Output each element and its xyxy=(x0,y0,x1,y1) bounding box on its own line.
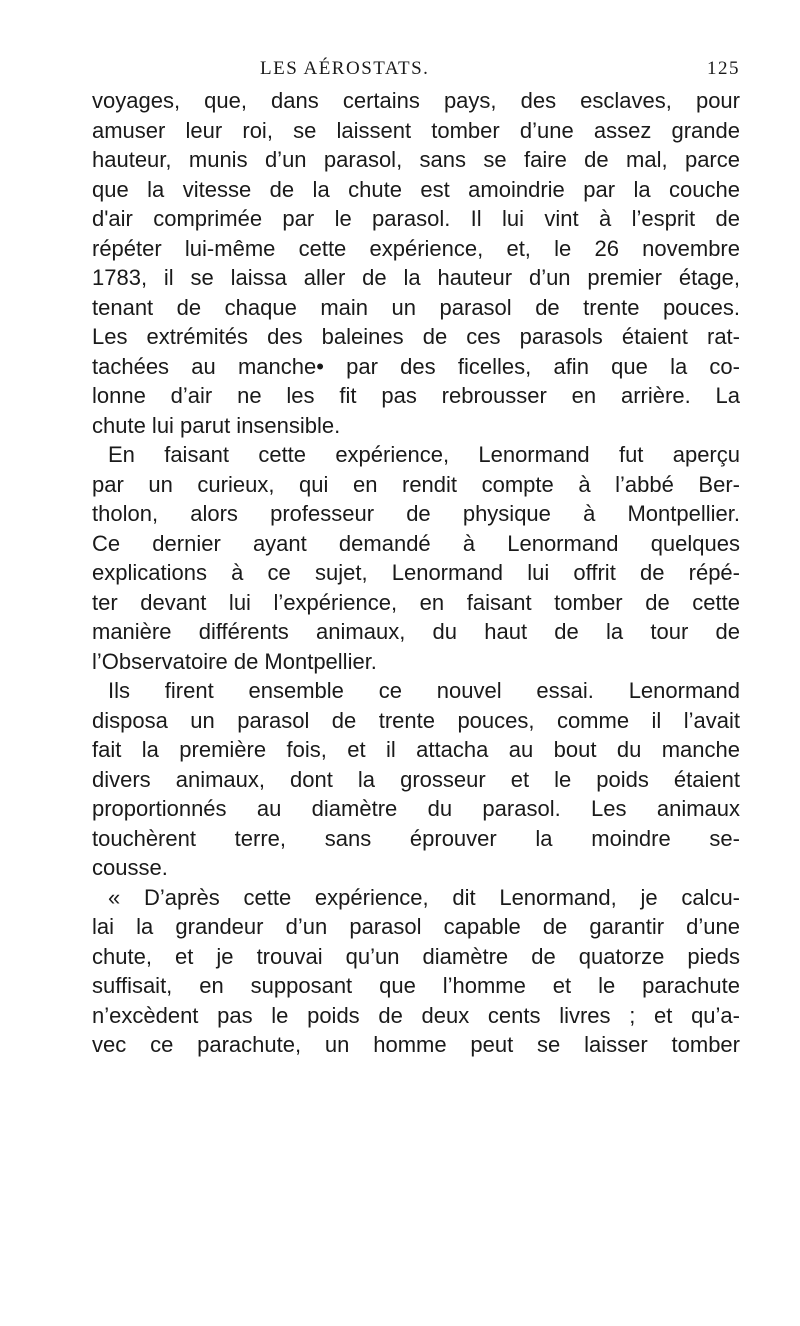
text-line: En faisant cette expérience, Lenormand fut aperçu xyxy=(108,442,740,467)
running-title: LES AÉROSTATS. xyxy=(260,58,430,79)
page-number: 125 xyxy=(707,58,740,79)
text-line: chute, et je trouvai qu’un diamètre de quatorze pieds xyxy=(92,943,740,969)
text-line: d'air comprimée par le parasol. Il lui vint à l’esprit de xyxy=(92,206,740,231)
text-line: tholon, alors professeur de physique à Montpellier. xyxy=(92,501,740,526)
text-line: Ils firent ensemble ce nouvel essai. Lenormand xyxy=(108,678,740,703)
text-line: « D’après cette expérience, dit Lenormand, je calcu- xyxy=(108,884,740,910)
text-line: Les extrémités des baleines de ces parasols étaient rat- xyxy=(92,324,740,349)
text-line: répéter lui-même cette expérience, et, le 26 novembre xyxy=(92,235,740,261)
text-line: lai la grandeur d’un parasol capable de garantir d’une xyxy=(92,914,740,939)
text-line: explications à ce sujet, Lenormand lui offrit de répé- xyxy=(92,560,740,585)
text-line: lonne d’air ne les fit pas rebrousser en arrière. La xyxy=(92,383,740,408)
text-line: que la vitesse de la chute est amoindrie par la couche xyxy=(92,176,740,202)
text-line: 1783, il se laissa aller de la hauteur d’un premier étage, xyxy=(92,265,740,290)
text-line: voyages, que, dans certains pays, des esclaves, pour xyxy=(92,88,740,113)
text-line: divers animaux, dont la grosseur et le poids étaient xyxy=(92,766,740,792)
text-line: disposa un parasol de trente pouces, comme il l’avait xyxy=(92,707,740,733)
text-line: par un curieux, qui en rendit compte à l’abbé Ber- xyxy=(92,471,740,497)
text-line: proportionnés au diamètre du parasol. Les animaux xyxy=(92,796,740,821)
text-line: hauteur, munis d’un parasol, sans se faire de mal, parce xyxy=(92,147,740,172)
text-line: ter devant lui l’expérience, en faisant tomber de cette xyxy=(92,589,740,615)
text-line: Ce dernier ayant demandé à Lenormand quelques xyxy=(92,530,740,556)
text-line: tenant de chaque main un parasol de trente pouces. xyxy=(92,294,740,320)
text-line: vec ce parachute, un homme peut se laisser tomber xyxy=(92,1032,740,1057)
text-line: n’excèdent pas le poids de deux cents livres ; et qu’a- xyxy=(92,1002,740,1028)
text-line: tachées au manche• par des ficelles, afin que la co- xyxy=(92,353,740,379)
running-header xyxy=(92,52,740,86)
text-line: cousse. xyxy=(92,855,168,880)
text-line: chute lui parut insensible. xyxy=(92,412,341,438)
text-line: suffisait, en supposant que l’homme et le parachute xyxy=(92,973,740,998)
text-line: amuser leur roi, se laissent tomber d’une assez grande xyxy=(92,117,740,143)
text-line: l’Observatoire de Montpellier. xyxy=(92,648,377,674)
text-line: touchèrent terre, sans éprouver la moindre se- xyxy=(92,825,740,851)
body-text xyxy=(92,86,740,1060)
text-line: fait la première fois, et il attacha au bout du manche xyxy=(92,737,740,762)
text-line: manière différents animaux, du haut de la tour de xyxy=(92,619,740,644)
book-page xyxy=(92,52,740,1060)
